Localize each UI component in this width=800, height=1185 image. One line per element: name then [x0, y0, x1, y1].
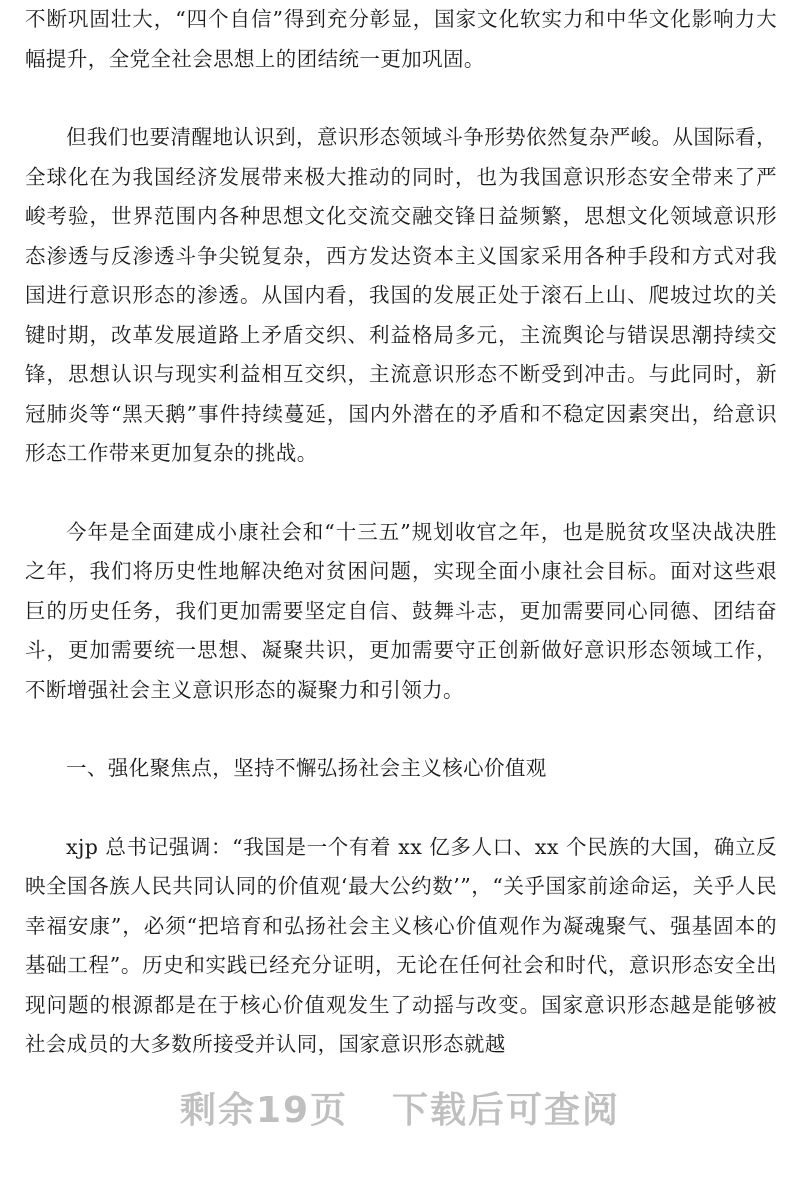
paragraph: 今年是全面建成小康社会和“十三五”规划收官之年，也是脱贫攻坚决战决胜之年，我们将历史性地解决绝对贫困问题，实现全面小康社会目标。面对这些艰巨的历史任务，我们更加需要坚定自信、鼓舞斗志，更加需要同心同德、团结奋斗，更加需要统一思想、凝聚共识，更加需要守正创新做好意识形态领域工作，不断增强社会主义意识形态的凝聚力和引领力。 — [25, 519, 777, 702]
download-banner[interactable] — [0, 1082, 800, 1133]
paragraph: xjp 总书记强调：“我国是一个有着 xx 亿多人口、xx 个民族的大国，确立反映全国各族人民共同认同的价值观‘最大公约数’”，“关乎国家前途命运，关乎人民幸福安康”，必须“把培育和弘扬社会主义核心价值观作为凝魂聚气、强基固本的基础工程”。历史和实践已经充分证明，无论在任何社会和时代，意识形态安全出现问题的根源都是在于核心价值观发生了动摇与改变。国家意识形态越是能够被社会成员的大多数所接受并认同，国家意识形态就越 — [25, 834, 777, 1056]
paragraph-gap — [25, 79, 777, 118]
section-heading: 一、强化聚焦点，坚持不懈弘扬社会主义核心价值观 — [66, 756, 547, 780]
paragraph: 但我们也要清醒地认识到，意识形态领域斗争形势依然复杂严峻。从国际看，全球化在为我国经济发展带来极大推动的同时，也为我国意识形态安全带来了严峻考验，世界范围内各种思想文化交流交融交锋日益频繁，思想文化领域意识形态渗透与反渗透斗争尖锐复杂，西方发达资本主义国家采用各种手段和方式对我国进行意识形态的渗透。从国内看，我国的发展正处于滚石上山、爬坡过坎的关键时期，改革发展道路上矛盾交织、利益格局多元，主流舆论与错误思潮持续交锋，思想认识与现实利益相互交织，主流意识形态不断受到冲击。与此同时，新冠肺炎等“黑天鹅”事件持续蔓延，国内外潜在的矛盾和不稳定因素突出，给意识形态工作带来更加复杂的挑战。 — [25, 125, 777, 465]
download-hint-text: 下载后可查阅 — [392, 1090, 621, 1131]
paragraph-continuation: 不断巩固壮大，“四个自信”得到充分彰显，国家文化软实力和中华文化影响力大幅提升，全党全社会思想上的团结统一更加巩固。 — [25, 7, 777, 71]
paragraph-gap — [25, 710, 777, 749]
paragraph-gap — [25, 789, 777, 828]
document-body — [25, 0, 777, 1065]
remaining-pages-text: 剩余19页 — [179, 1090, 349, 1131]
paragraph-gap — [25, 474, 777, 513]
